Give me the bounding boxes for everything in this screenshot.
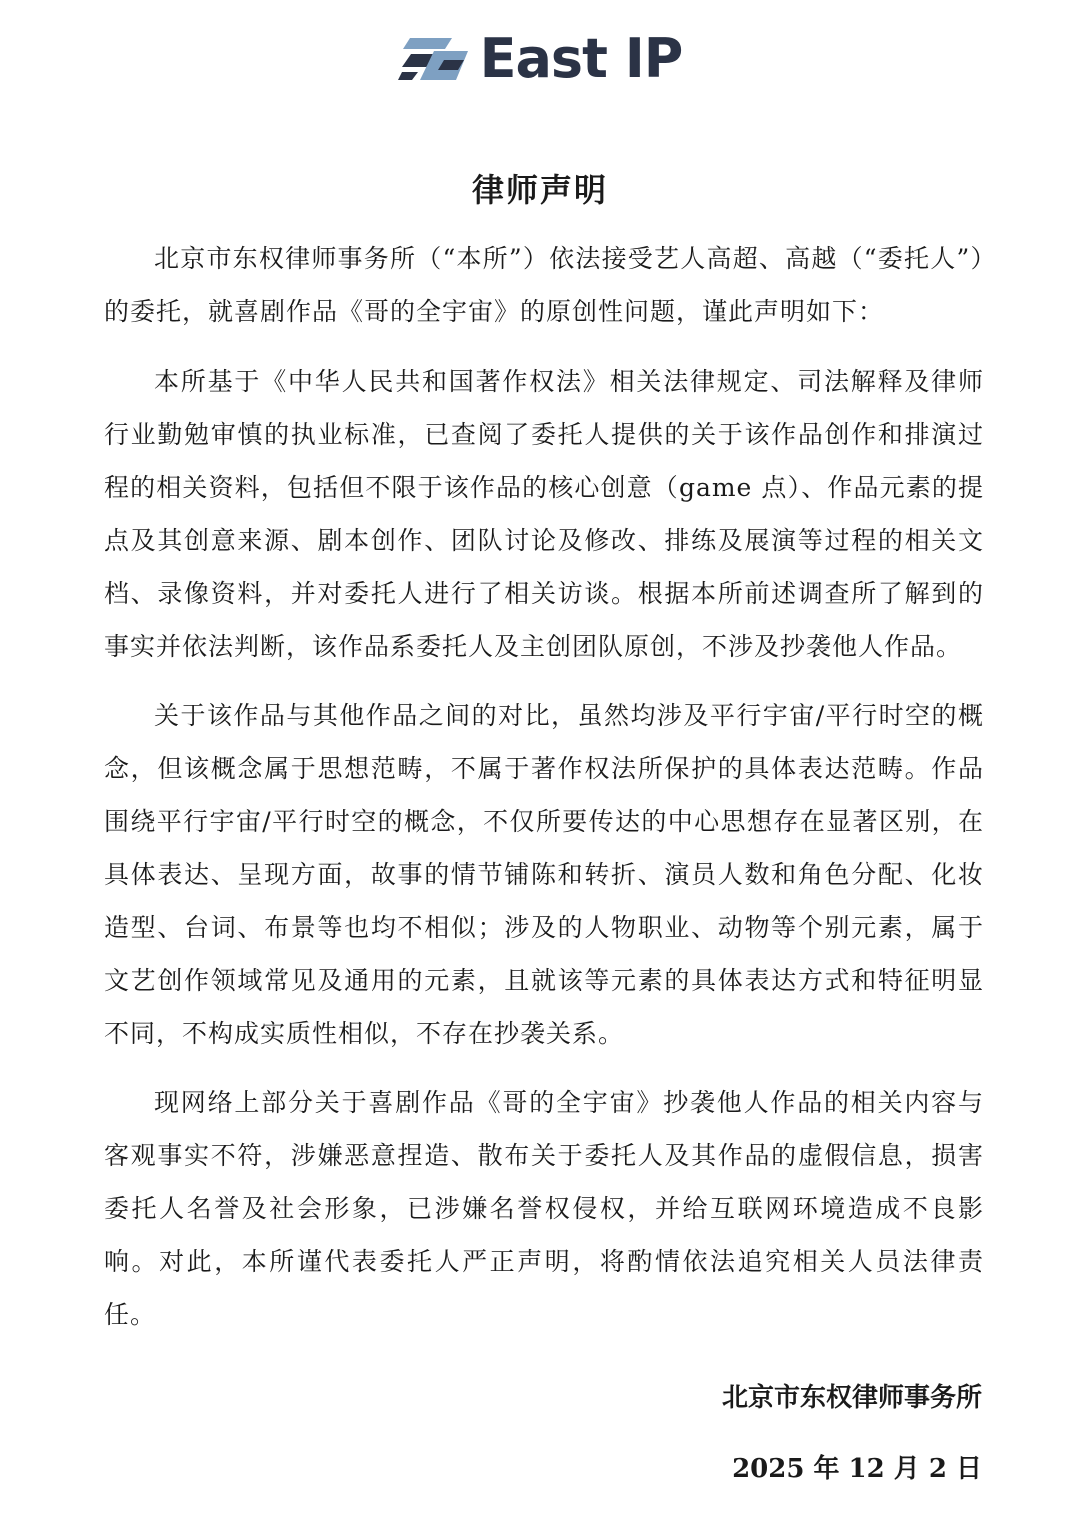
paragraph-comparison: 关于该作品与其他作品之间的对比，虽然均涉及平行宇宙/平行时空的概念，但该概念属于思想范畴，不属于著作权法所保护的具体表达范畴。作品围绕平行宇宙/平行时空的概念，不仅所要传达的中心思想存在显著区别，在具体表达、呈现方面，故事的情节铺陈和转折、演员人数和角色分配、化妆造型、台词、布景等也均不相似；涉及的人物职业、动物等个别元素，属于文艺创作领域常见及通用的元素，且就该等元素的具体表达方式和特征明显不同，不构成实质性相似，不存在抄袭关系。 <box>104 701 984 1048</box>
paragraph-review: 本所基于《中华人民共和国著作权法》相关法律规定、司法解释及律师行业勤勉审慎的执业标准，已查阅了委托人提供的关于该作品创作和排演过程的相关资料，包括但不限于该作品的核心创意（game 点）、作品元素的提点及其创意来源、剧本创作、团队讨论及修改、排练及展演等过程的相关文档、录像资料，并对委托人进行了相关访谈。根据本所前述调查所了解到的事实并依法判断，该作品系委托人及主创团队原创，不涉及抄袭他人作品。 <box>104 367 984 661</box>
signature-date: 2025 年 12 月 2 日 <box>732 1454 982 1484</box>
signature-firm: 北京市东权律师事务所 <box>721 1383 982 1413</box>
document-title: 律师声明 <box>471 171 608 209</box>
paragraph-declaration: 现网络上部分关于喜剧作品《哥的全宇宙》抄袭他人作品的相关内容与客观事实不符，涉嫌恶意捏造、散布关于委托人及其作品的虚假信息，损害委托人名誉及社会形象，已涉嫌名誉权侵权，并给互联网环境造成不良影响。对此，本所谨代表委托人严正声明，将酌情依法追究相关人员法律责任。 <box>104 1088 984 1329</box>
east-ip-logo-icon <box>398 36 470 82</box>
letterhead <box>0 28 1080 90</box>
paragraph-intro: 北京市东权律师事务所（“本所”）依法接受艺人高超、高越（“委托人”）的委托，就喜剧作品《哥的全宇宙》的原创性问题，谨此声明如下： <box>104 244 984 326</box>
logo-text: East IP <box>479 27 683 90</box>
